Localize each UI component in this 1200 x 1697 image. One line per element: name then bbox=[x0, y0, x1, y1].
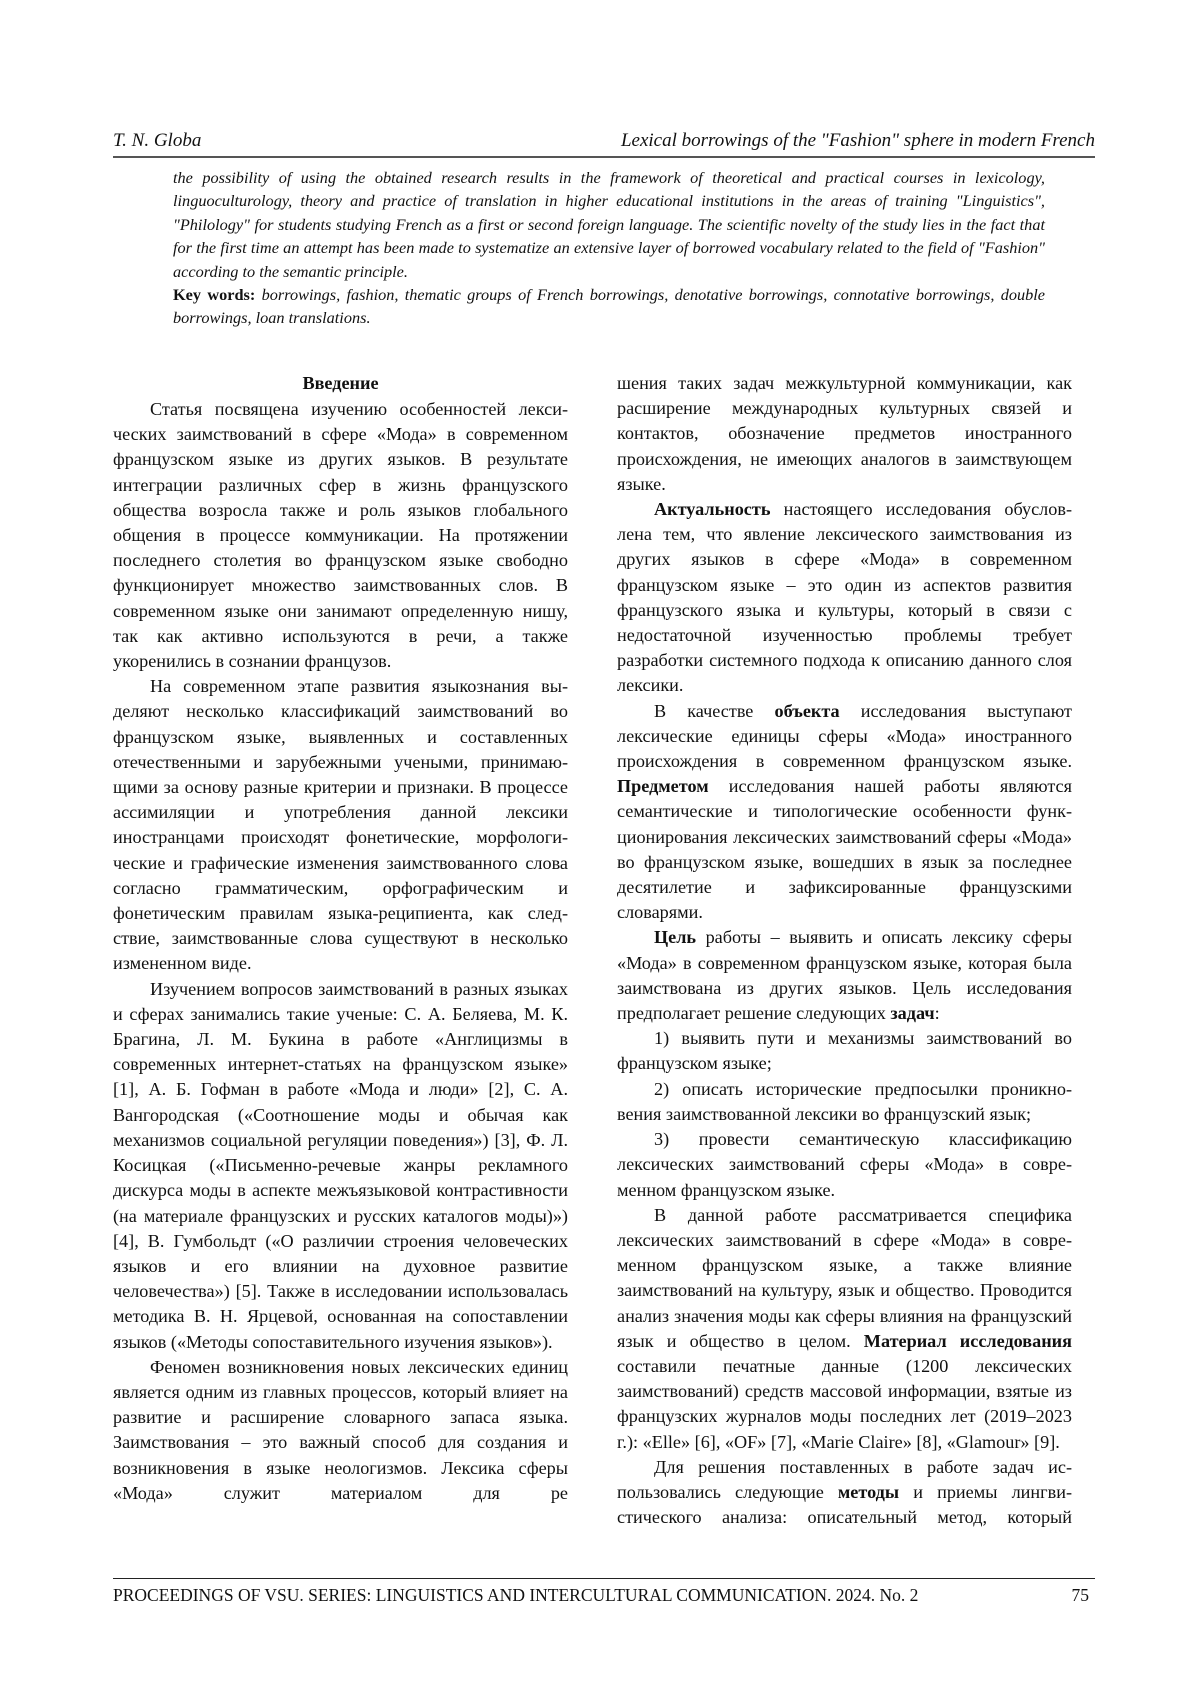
term-relevance: Актуальность bbox=[654, 499, 771, 520]
paragraph-text: : bbox=[934, 1003, 940, 1024]
term-methods: методы bbox=[837, 1481, 900, 1502]
right-column bbox=[617, 371, 1072, 1530]
paragraph-text: исследования нашей работы являются семантические и типологические особенности функционирования лексических заимствований сферы «Мода» во французском языке, вошедших в язык за последнее десятилетие и зафиксированные французскими словарями. bbox=[617, 776, 1072, 923]
term-subject: Предметом bbox=[617, 776, 709, 797]
section-heading-introduction: Введение bbox=[302, 373, 379, 393]
paragraph: На современном этапе развития языкознания выделяют несколько классификаций заимствований во французском языке, выявленных и составленных отечественными и зарубежными учеными, принимающими за основу разные критерии и признаки. В процессе ассимиляции и употребления данной лексики иностранцами происходят фонетические, морфологические и графические изменения заимствованного слова согласно грамматическим, орфографическим и фонетическим правилам языка-реципиента, как следствие, заимствованные слова существуют в несколько измененном виде. bbox=[113, 676, 568, 974]
page-number: 75 bbox=[1071, 1585, 1089, 1605]
paragraph-text: В качестве bbox=[654, 700, 775, 721]
term-object: объекта bbox=[774, 700, 840, 721]
paragraph: Изучением вопросов заимствований в разных языках и сферах занимались такие ученые: С. А. Беляева, М. К. Брагина, Л. М. Букина в работе «Англицизмы в современных интернет-статьях на французском языке» [1], А. Б. Гофман в работе «Мода и люди» [2], С. А. Вангородская («Соотношение моды и обычая как механизмов социальной регуляции поведения») [3], Ф. Л. Косицкая («Письменно-речевые жанры рекламного дискурса моды в аспекте межъязыковой контрастивности (на материале французских и русских каталогов моды)») [4], В. Гумбольдт («О различии строения человеческих языков и его влиянии на духовное развитие человечества») [5]. Также в исследовании использовалась методика В. Н. Ярцевой, основанная на сопоставлении языков («Методы сопоставительного изучения языков»). bbox=[113, 978, 568, 1352]
page-footer bbox=[113, 1578, 1095, 1606]
paragraph-text: работы – выявить и описать лексику сферы «Мода» в современном французском языке, которая была заимствована из других языков. Цель исследования предполагает решение следующих bbox=[617, 927, 1072, 1024]
paragraph-methods bbox=[617, 1455, 1072, 1531]
paragraph-text: и приемы лингвистического анализа: описательный метод, который bbox=[617, 1481, 1072, 1528]
task-item: 1) выявить пути и механизмы заимствований во французском языке; bbox=[617, 1028, 1072, 1074]
running-head bbox=[113, 124, 1095, 158]
journal-citation: PROCEEDINGS OF VSU. SERIES: LINGUISTICS AND INTERCULTURAL COMMUNICATION. 2024. No. 2 bbox=[113, 1585, 919, 1605]
keywords-label: Key words: bbox=[173, 285, 256, 305]
paragraph-text: настоящего исследования обусловлена тем, что явление лексического заимствования из других языков в сфере «Мода» в современном французском языке – это один из аспектов развития французского языка и культуры, который в связи с недостаточной изученностью проблемы требует разработки системного подхода к описанию данного слоя лексики. bbox=[617, 499, 1072, 696]
abstract-text: the possibility of using the obtained research results in the framework of theoretical and practical courses in lexicology, linguoculturology, theory and practice of translation in higher educational institutions in the areas of training "Linguistics", "Philology" for students studying French as a first or second foreign language. The scientific novelty of the study lies in the fact that for the first time an attempt has been made to systematize an extensive layer of borrowed vocabulary related to the field of "Fashion" according to the semantic principle. bbox=[173, 168, 1045, 281]
keywords-text: borrowings, fashion, thematic groups of French borrowings, denotative borrowings, connotative borrowings, double borrowings, loan translations. bbox=[173, 285, 1046, 328]
paragraph-text: составили печатные данные (1200 лексических заимствований) средств массовой информации, взятые из французских журналов моды последних лет (2019–2023 г.): «Elle» [6], «OF» [7], «Marie Claire» [8], «Glamour» [9]. bbox=[617, 1355, 1072, 1452]
term-material: Материал исследования bbox=[863, 1330, 1073, 1351]
task-item: 2) описать исторические предпосылки проникновения заимствованной лексики во французский язык; bbox=[617, 1078, 1072, 1124]
running-head-author: T. N. Globa bbox=[113, 130, 202, 151]
paragraph-text: В данной работе рассматривается специфика лексических заимствований в сфере «Мода» в современном французском языке, а также влияние заимствований на культуру, язык и общество. Проводится анализ значения моды как сферы влияния на французский язык и общество в целом. bbox=[617, 1204, 1072, 1351]
term-tasks: задач bbox=[890, 1003, 935, 1024]
paragraph-goal bbox=[617, 925, 1072, 1026]
running-head-title: Lexical borrowings of the "Fashion" sphere in modern French bbox=[620, 130, 1095, 151]
paragraph: шения таких задач межкультурной коммуникации, как расширение международных культурных связей и контактов, обозначение предметов иностранного происхождения, не имеющих аналогов в заимствующем языке. bbox=[617, 373, 1072, 494]
paragraph-text: Для решения поставленных в работе задач использовались следующие bbox=[617, 1456, 1072, 1502]
paragraph: Статья посвящена изучению особенностей лексических заимствований в сфере «Мода» в современном французском языке из других языков. В результате интеграции различных сфер в жизнь французского общества возросла также и роль языков глобального общения в процессе коммуникации. На протяжении последнего столетия во французском языке свободно функционирует множество заимствованных слов. В современном языке они занимают определенную нишу, так как активно используются в речи, а также укоренились в сознании французов. bbox=[113, 399, 568, 672]
left-column bbox=[113, 371, 568, 1506]
paragraph-text: исследования выступают лексические единицы сферы «Мода» иностранного происхождения в современном французском языке. bbox=[617, 700, 1072, 772]
abstract bbox=[173, 166, 1045, 330]
paragraph-object-subject bbox=[617, 699, 1072, 926]
term-goal: Цель bbox=[654, 927, 697, 948]
paragraph-relevance bbox=[617, 497, 1072, 699]
paragraph: Феномен возникновения новых лексических единиц является одним из главных процессов, который влияет на развитие и расширение словарного запаса языка. Заимствования – это важный способ для создания и возникновения в языке неологизмов. Лексика сферы «Мода» служит материалом для ре bbox=[113, 1356, 568, 1503]
task-item: 3) провести семантическую классификацию лексических заимствований сферы «Мода» в современном французском языке. bbox=[617, 1129, 1072, 1200]
paragraph-material bbox=[617, 1203, 1072, 1455]
